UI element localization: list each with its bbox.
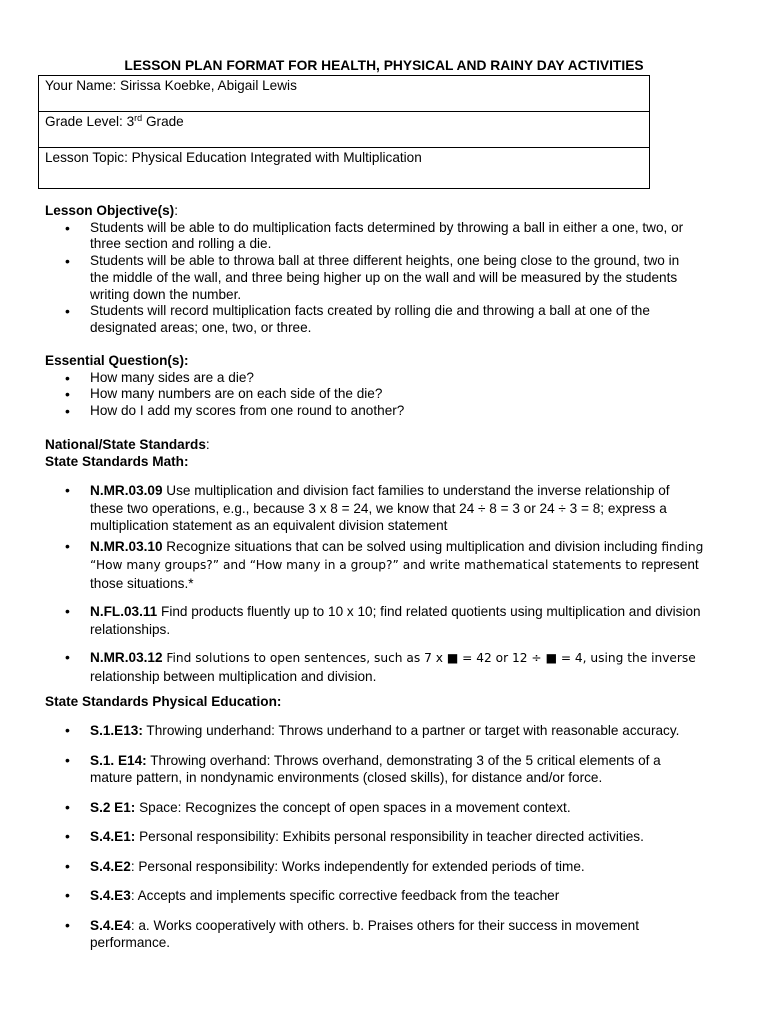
national-state-standards-heading: National/State Standards: — [45, 437, 210, 452]
lesson-info-table — [38, 75, 650, 189]
question-item: • How many sides are a die? — [45, 370, 705, 387]
standards-section — [45, 437, 705, 470]
pe-standard-item: • S.1.E13: Throwing underhand: Throws underhand to a partner or target with reasonable accuracy. — [45, 722, 705, 740]
lesson-objectives-heading: Lesson Objective(s): — [45, 203, 178, 218]
essential-questions-section — [45, 353, 705, 420]
essential-questions-heading: Essential Question(s): — [45, 353, 189, 368]
math-standards-heading: State Standards Math: — [45, 453, 189, 469]
pe-standards-list — [45, 722, 705, 964]
pe-standard-item: • S.4.E4: a. Works cooperatively with others. b. Praises others for their success in movement performance. — [45, 917, 705, 952]
question-item: • How many numbers are on each side of the die? — [45, 386, 705, 403]
grade-level-prefix: Grade Level: 3 — [45, 114, 135, 129]
standard-item-nfl0311: • N.FL.03.11 Find products fluently up to 10 x 10; find related quotients using multiplication and division relationships. — [45, 603, 705, 638]
lesson-topic-cell: Lesson Topic: Physical Education Integrated with Multiplication — [39, 148, 650, 189]
pe-standard-item: • S.1. E14: Throwing overhand: Throws overhand, demonstrating 3 of the 5 critical elements of a mature pattern, in nondynamic environments (closed skills), for distance and/or force. — [45, 752, 705, 787]
your-name-cell: Your Name: Sirissa Koebke, Abigail Lewis — [39, 76, 650, 112]
math-standards-list — [45, 482, 705, 696]
grade-level-suffix: Grade — [142, 114, 184, 129]
standard-item-nmr0309: • N.MR.03.09 Use multiplication and division fact families to understand the inverse relationship of these two operations, e.g., because 3 x 8 = 24, we know that 24 ÷ 8 = 3 or 24 ÷ 3 = 8; express a multiplication statement as an equivalent division statement — [45, 482, 705, 535]
objective-item: • Students will be able to do multiplication facts determined by throwing a ball in either a one, two, or three section and rolling a die. — [45, 220, 705, 254]
pe-standard-item: • S.4.E2: Personal responsibility: Works independently for extended periods of time. — [45, 858, 705, 876]
document-title: LESSON PLAN FORMAT FOR HEALTH, PHYSICAL AND RAINY DAY ACTIVITIES — [124, 58, 644, 73]
standard-item-nmr0310: • N.MR.03.10 Recognize situations that can be solved using multiplication and division including finding “How many groups?” and “How many in a group?” and write mathematical statements to represent those situations.* — [45, 538, 705, 593]
objective-item: • Students will record multiplication facts created by rolling die and throwing a ball at one of the designated areas; one, two, or three. — [45, 303, 705, 337]
pe-standard-item: • S.2 E1: Space: Recognizes the concept of open spaces in a movement context. — [45, 799, 705, 817]
lesson-objectives-section — [45, 203, 705, 337]
question-item: • How do I add my scores from one round to another? — [45, 403, 705, 420]
standard-item-nmr0312: • N.MR.03.12 Find solutions to open sentences, such as 7 x ■ = 42 or 12 ÷ ■ = 4, using the inverse relationship between multiplication and division. — [45, 649, 705, 685]
grade-level-ordinal: rd — [134, 113, 143, 123]
pe-standard-item: • S.4.E3: Accepts and implements specific corrective feedback from the teacher — [45, 887, 705, 905]
pe-standard-item: • S.4.E1: Personal responsibility: Exhibits personal responsibility in teacher directed activities. — [45, 828, 705, 846]
objective-item: • Students will be able to throwa ball at three different heights, one being close to the ground, two in the middle of the wall, and three being higher up on the wall and will be measured by the students writing down the number. — [45, 253, 705, 303]
grade-level-cell — [39, 112, 650, 148]
pe-standards-heading: State Standards Physical Education: — [45, 694, 282, 709]
pe-standards-section — [45, 694, 705, 711]
